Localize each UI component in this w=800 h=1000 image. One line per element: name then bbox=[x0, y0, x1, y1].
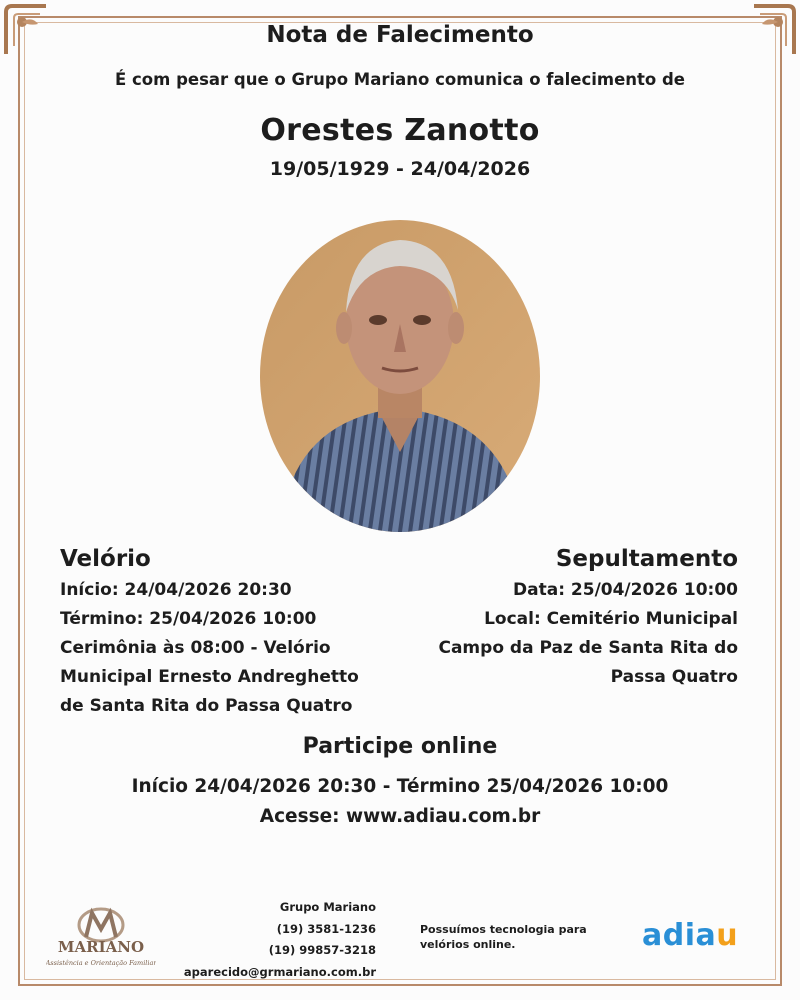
velorio-detail: de Santa Rita do Passa Quatro bbox=[60, 696, 353, 716]
deceased-name: Orestes Zanotto bbox=[260, 113, 540, 148]
velorio-section bbox=[60, 546, 390, 721]
sepultamento-date: Data: 25/04/2026 10:00 bbox=[513, 580, 738, 600]
sepultamento-title: Sepultamento bbox=[555, 546, 738, 572]
brand-main: adia bbox=[642, 918, 717, 953]
online-time: Início 24/04/2026 20:30 - Término 25/04/2026 10:00 bbox=[131, 776, 669, 797]
velorio-end: Término: 25/04/2026 10:00 bbox=[60, 609, 317, 629]
sepultamento-location: Campo da Paz de Santa Rita do bbox=[438, 638, 738, 658]
brand-accent: u bbox=[716, 918, 739, 953]
email-link[interactable]: aparecido@grmariano.com.br bbox=[183, 964, 376, 979]
online-title: Participe online bbox=[302, 734, 498, 759]
contact-block bbox=[180, 897, 376, 983]
mariano-logo-icon bbox=[46, 905, 156, 975]
adiau-logo bbox=[642, 918, 738, 953]
logo-tagline: Assistência e Orientação Familiar bbox=[46, 959, 156, 967]
page-title: Nota de Falecimento bbox=[266, 22, 534, 48]
velorio-title: Velório bbox=[60, 546, 151, 572]
online-link[interactable]: Acesse: www.adiau.com.br bbox=[259, 806, 541, 827]
life-dates: 19/05/1929 - 24/04/2026 bbox=[269, 158, 531, 180]
mariano-logo bbox=[46, 905, 156, 975]
velorio-detail: Cerimônia às 08:00 - Velório bbox=[60, 638, 331, 658]
phone-1[interactable]: (19) 3581-1236 bbox=[276, 921, 376, 936]
velorio-start: Início: 24/04/2026 20:30 bbox=[60, 580, 292, 600]
portrait-icon bbox=[260, 220, 540, 532]
company-name: Grupo Mariano bbox=[279, 900, 376, 914]
sepultamento-section bbox=[418, 546, 738, 692]
announcement-text: É com pesar que o Grupo Mariano comunica o falecimento de bbox=[115, 70, 685, 89]
sepultamento-location: Local: Cemitério Municipal bbox=[484, 609, 738, 629]
logo-text: MARIANO bbox=[57, 938, 145, 956]
sepultamento-location: Passa Quatro bbox=[610, 667, 738, 687]
tech-text: Possuímos tecnologia para velórios online. bbox=[420, 923, 587, 951]
portrait-photo bbox=[260, 220, 540, 532]
velorio-detail: Municipal Ernesto Andreghetto bbox=[60, 667, 359, 687]
phone-2[interactable]: (19) 99857-3218 bbox=[268, 943, 376, 957]
